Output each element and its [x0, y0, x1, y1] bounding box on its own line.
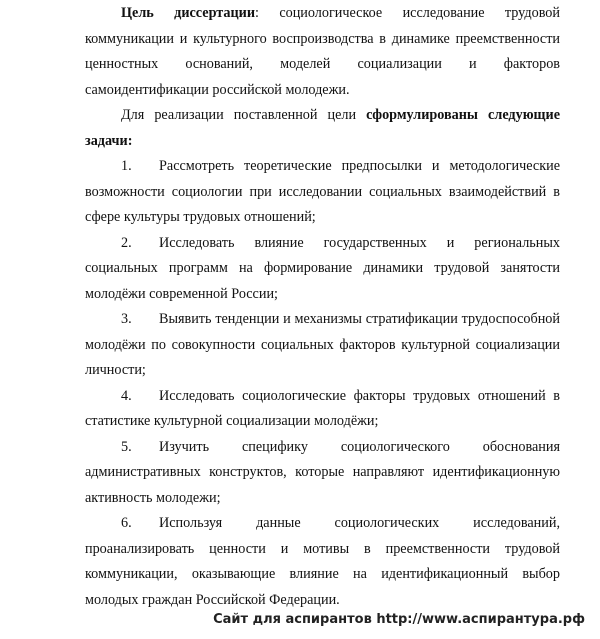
task-number: 6.: [121, 515, 132, 531]
tasks-intro: [85, 103, 560, 154]
tasks-intro-bold: сформулированы следующие задачи: [85, 107, 560, 149]
task-item: [85, 231, 560, 308]
task-item: [85, 307, 560, 384]
task-text: Рассмотреть теоретические предпосылки и методологические возможности социологии при исследовании социальных взаимодействий в сфере культуры трудовых отношений;: [85, 158, 560, 225]
task-number: 1.: [121, 158, 132, 174]
task-text: Используя данные социологических исследований, проанализировать ценности и мотивы в преемственности трудовой коммуникации, оказывающие влияние на идентификационный выбор молодых граждан Российской Федерации.: [85, 515, 560, 608]
tasks-intro-prefix: Для реализации поставленной цели: [121, 107, 367, 123]
document-body: [85, 1, 560, 613]
site-watermark: Сайт для аспирантов http://www.аспирантура.рф: [213, 612, 585, 627]
goal-text: : социологическое исследование трудовой коммуникации и культурного воспроизводства в динамике преемственности ценностных оснований, моделей социализации и факторов самоидентификации российской молодежи.: [85, 5, 560, 98]
goal-label: Цель диссертации: [121, 5, 256, 21]
task-text: Выявить тенденции и механизмы стратификации трудоспособной молодёжи по совокупности социальных факторов культурной социализации личности;: [85, 311, 560, 378]
task-item: [85, 435, 560, 512]
goal-paragraph: [85, 1, 560, 103]
task-number: 4.: [121, 387, 132, 404]
task-text: Изучить специфику социологического обоснования административных конструктов, которые направляют идентификационную активность молодежи;: [85, 438, 560, 506]
task-text: Исследовать социологические факторы трудовых отношений в статистике культурной социализации молодёжи;: [85, 387, 560, 429]
task-item: [85, 384, 560, 435]
task-number: 5.: [121, 438, 132, 455]
task-number: 2.: [121, 234, 132, 251]
task-number: 3.: [121, 311, 132, 327]
task-item: [85, 511, 560, 613]
task-text: Исследовать влияние государственных и региональных социальных программ на формирование динамики трудовой занятости молодёжи современной России;: [85, 234, 560, 302]
tasks-intro-suffix: :: [127, 132, 133, 149]
task-item: [85, 154, 560, 231]
